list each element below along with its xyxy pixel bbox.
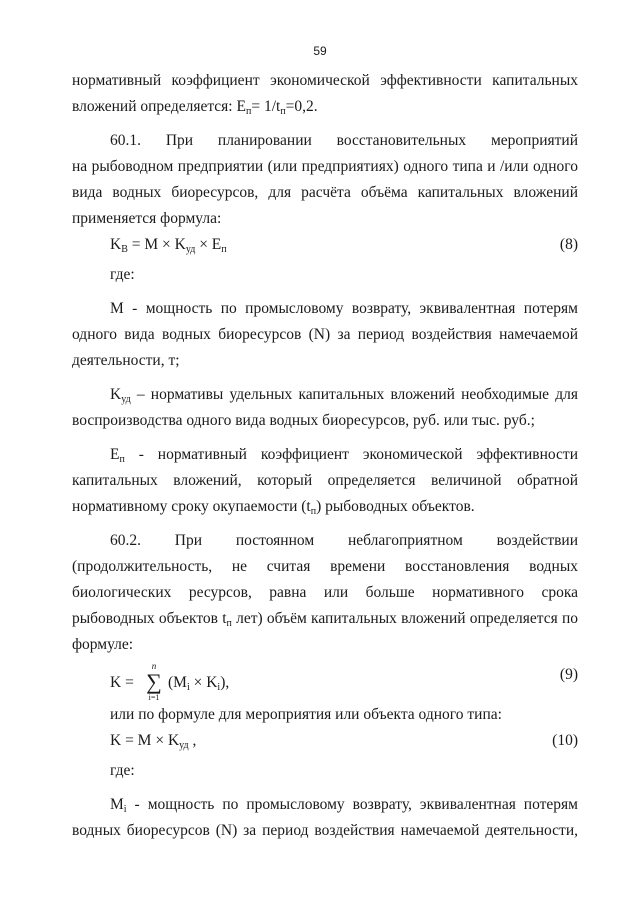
paragraph-60-2-line: формуле:: [72, 636, 134, 653]
where-label: где:: [110, 762, 135, 779]
paragraph-60-2-line: биологических ресурсов, равна или больше нормативного срока: [72, 584, 578, 601]
equation-number: (10): [552, 732, 578, 749]
document-body: [72, 68, 578, 844]
definition-m-line: М - мощность по промысловому возврату, эквивалентная потерям: [110, 300, 578, 317]
where-label: где:: [110, 266, 135, 283]
paragraph-60-1-line: применяется формула:: [72, 210, 222, 227]
summation-symbol: n ∑ i=1: [146, 661, 162, 702]
definition-en-line: $E_п$ - нормативный коэффициент экономической эффективности: [110, 446, 578, 465]
definition-m-line: одного вида водных биоресурсов (N) за период воздействия намечаемой: [72, 326, 578, 343]
paragraph-60-1-line: вида водных биоресурсов, для расчёта объёма капитальных вложений: [72, 184, 578, 201]
definition-en-line: нормативному сроку окупаемости $(t_п)$ рыбоводных объектов.: [72, 498, 475, 517]
paragraph-60-2-line: (продолжительность, не считая времени восстановления водных: [72, 558, 578, 575]
text-line: вложений определяется: $E_п= 1/t_п=0,2$.: [72, 98, 318, 117]
paragraph-60-1-line: на рыбоводном предприятии (или предприятиях) одного типа и /или одного: [72, 158, 578, 175]
paragraph-60-2-line: рыбоводных объектов $t_п$ лет) объём капитальных вложений определяется по: [72, 610, 578, 629]
definition-en-line: капитальных вложений, который определяется величиной обратной: [72, 472, 578, 489]
definition-mi-line: $M_i$ - мощность по промысловому возврату, эквивалентная потерям: [110, 796, 578, 815]
formula-10: $K = M \times K_{уд}$ , (10): [72, 728, 578, 758]
definition-m-line: деятельности, т;: [72, 352, 180, 369]
definition-kud-line: воспроизводства одного вида водных биоресурсов, руб. или тыс. руб.;: [72, 412, 535, 429]
text-line: или по формуле для мероприятия или объекта одного типа:: [110, 706, 502, 723]
text-line: нормативный коэффициент экономической эффективности капитальных: [72, 72, 578, 89]
equation-number: (9): [559, 666, 578, 683]
paragraph-60-2-line: 60.2. При постоянном неблагоприятном воздействии: [110, 532, 578, 549]
definition-mi-line: водных биоресурсов (N) за период воздействия намечаемой деятельности,: [72, 822, 578, 839]
paragraph-60-1-line: 60.1. При планировании восстановительных мероприятий: [110, 132, 578, 149]
equation-number: (8): [559, 236, 578, 253]
definition-kud-line: $K_{уд}$ – нормативы удельных капитальных вложений необходимые для: [110, 386, 578, 405]
formula-9: K = n ∑ i=1 $(M_i \times K_i)$, (9): [110, 661, 578, 702]
formula-8: $K_В = M \times K_{уд} \times E_п$ (8): [72, 232, 578, 262]
page-number: 59: [313, 44, 327, 58]
